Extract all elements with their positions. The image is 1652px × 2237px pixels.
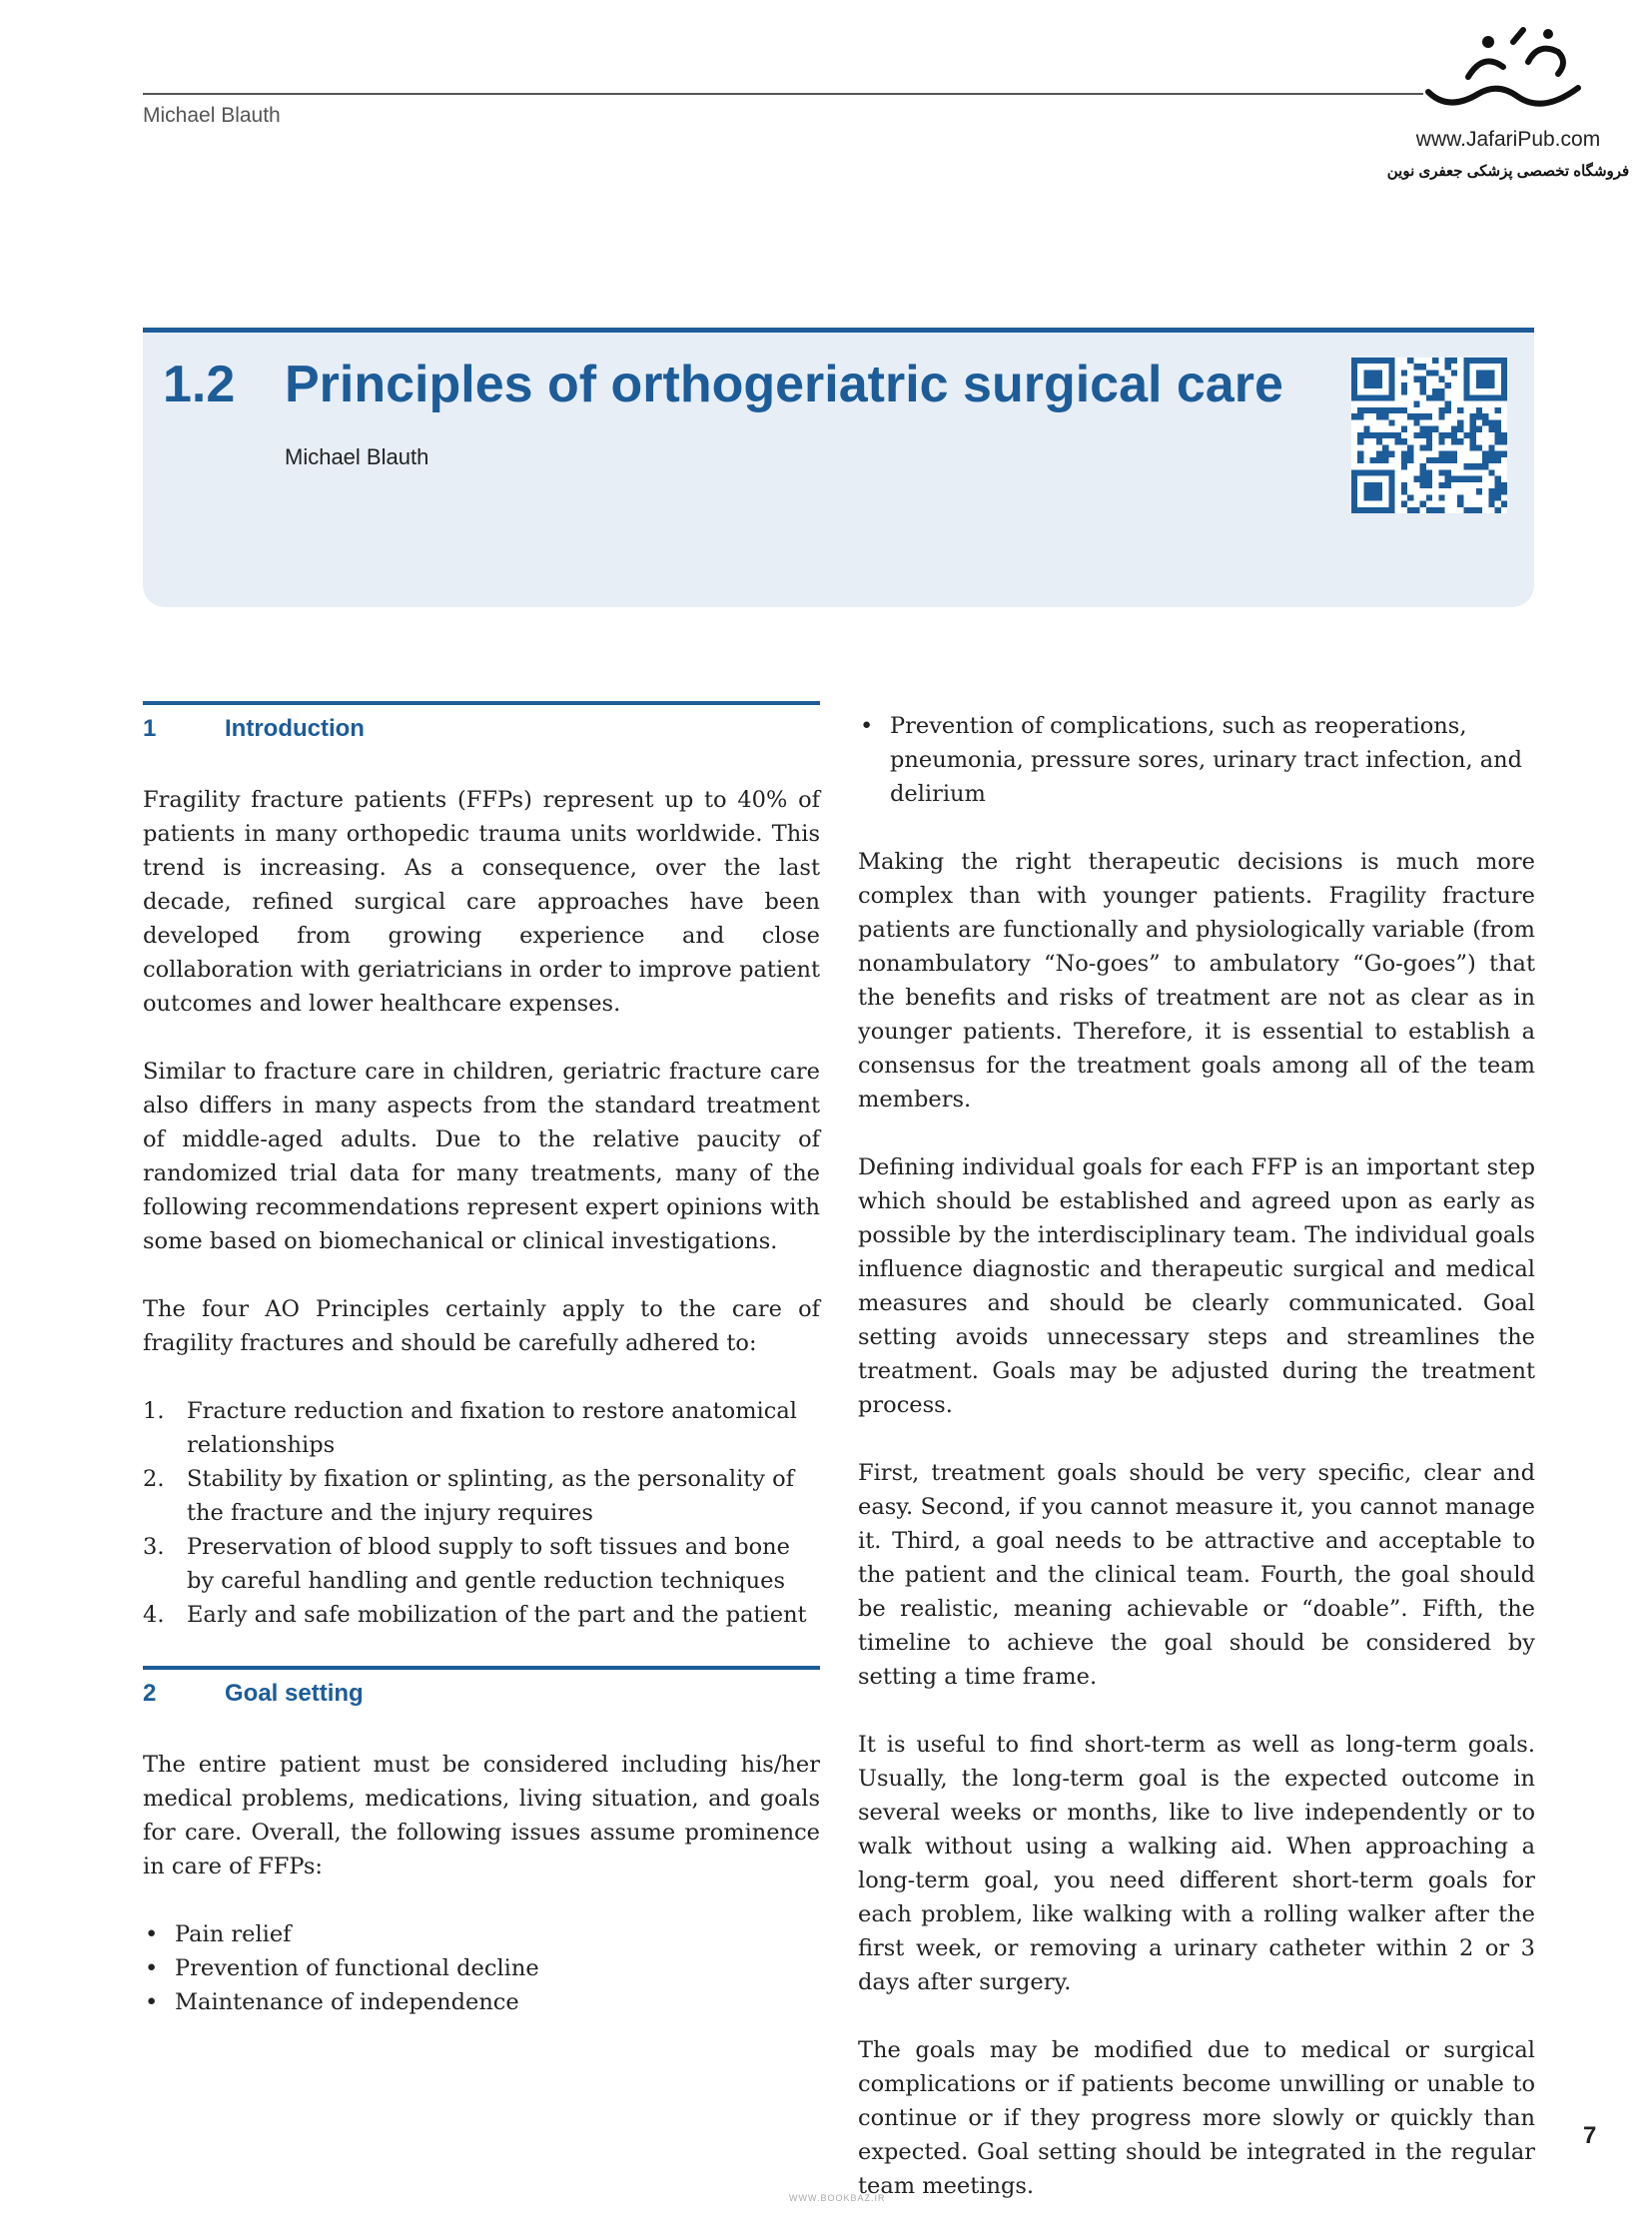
list-item-text: Preservation of blood supply to soft tissues and bone by careful handling and gentle reduction techniques [187,1534,790,1594]
list-item-text: Pain relief [175,1921,292,1947]
list-item-text: Prevention of functional decline [175,1955,539,1981]
page-number: 7 [1583,2122,1597,2149]
chapter-author: Michael Blauth [285,444,429,469]
paragraph: First, treatment goals should be very specific, clear and easy. Second, if you cannot measure it, you cannot manage it. Third, a goal needs to be attractive and acceptable to the patient and the clinical team. Fourth, the goal should be realistic, meaning achievable or “doable”. Fifth, the timeline to achieve the goal should be considered by setting a time frame. [858,1460,1535,1690]
running-head-author: Michael Blauth [143,104,281,127]
watermark-url: www.JafariPub.com [1415,128,1601,151]
list-item-text: Stability by fixation or splinting, as the personality of the fracture and the injury requires [187,1466,795,1526]
list-item-text: Maintenance of independence [175,1989,519,2015]
watermark [1383,22,1633,192]
list-item [143,1462,820,1530]
ao-principles-list [143,1394,820,1632]
section-heading-introduction [143,701,820,749]
paragraph: The goals may be modified due to medical or surgical complications or if patients become unwilling or unable to continue or if they progress more slowly or quickly than expected. Goal setting should be integrated in the regular team meetings. [858,2037,1535,2199]
list-item-text: Fracture reduction and fixation to restore anatomical relationships [187,1398,797,1458]
list-item [143,1951,820,1985]
bullet-icon: • [145,1921,159,1947]
paragraph: It is useful to find short-term as well as long-term goals. Usually, the long-term goal is the expected outcome in several weeks or months, like to live independently or to walk without using a walking aid. When approaching a long-term goal, you need different short-term goals for each problem, like walking with a rolling walker after the first week, or removing a urinary catheter within 2 or 3 days after surgery. [858,1732,1535,1995]
issues-list-continued [858,709,1535,811]
list-item [143,1917,820,1951]
section-title: Introduction [225,715,365,742]
paragraph: The four AO Principles certainly apply to the care of fragility fractures and should be carefully adhered to: [143,1296,820,1356]
list-item [143,1985,820,2019]
paragraph: Defining individual goals for each FFP is an important step which should be established and agreed upon as early as possible by the interdisciplinary team. The individual goals influence diagnostic and therapeutic surgical and medical measures and should be clearly communicated. Goal setting avoids unnecessary steps and streamlines the treatment. Goals may be adjusted during the treatment process. [858,1154,1535,1418]
qr-code-icon [1351,358,1507,513]
list-item-text: Early and safe mobilization of the part and the patient [187,1602,807,1628]
section-title: Goal setting [225,1680,364,1707]
list-item [858,709,1535,811]
issues-list [143,1917,820,2019]
chapter-number: 1.2 [163,356,236,413]
chapter-title: Principles of orthogeriatric surgical care [285,356,1283,413]
list-item [143,1598,820,1632]
footer-mark: WWW.BOOKBAZ.IR [789,2193,886,2203]
paragraph: Making the right therapeutic decisions is much more complex than with younger patients. Fragility fracture patients are functionally and physiologically variable (from nonambulatory “No-goes” to ambulatory “Go-goes”) that the benefits and risks of treatment are not as clear as in younger patients. Therefore, it is essential to establish a consensus for the treatment goals among all of the team members. [858,849,1535,1113]
list-item-text: Prevention of complications, such as reoperations, pneumonia, pressure sores, urinary tract infection, and delirium [890,713,1523,807]
watermark-tagline: فروشگاه تخصصی پزشکی جعفری نوین [1386,163,1630,180]
right-column [858,701,1535,2237]
bullet-icon: • [860,713,874,739]
list-marker: 4. [143,1602,165,1628]
paragraph: The entire patient must be considered including his/her medical problems, medications, living situation, and goals for care. Overall, the following issues assume prominence in care of FFPs: [143,1752,820,1879]
header-rule [143,93,1423,95]
jafaripub-logo-icon [1408,22,1608,122]
list-item [143,1394,820,1462]
bullet-icon: • [145,1989,159,2015]
section-number: 2 [143,1680,157,1707]
list-marker: 1. [143,1398,165,1424]
section-number: 1 [143,715,157,742]
left-column [143,701,820,2053]
list-item [143,1530,820,1598]
bullet-icon: • [145,1955,159,1981]
paragraph: Similar to fracture care in children, geriatric fracture care also differs in many aspects from the standard treatment of middle-aged adults. Due to the relative paucity of randomized trial data for many treatments, many of the following recommendations represent expert opinions with some based on biomechanical or clinical investigations. [143,1059,820,1254]
list-marker: 3. [143,1534,165,1560]
section-heading-goal-setting [143,1666,820,1714]
list-marker: 2. [143,1466,165,1492]
chapter-header-box [143,328,1534,607]
paragraph: Fragility fracture patients (FFPs) represent up to 40% of patients in many orthopedic trauma units worldwide. This trend is increasing. As a consequence, over the last decade, refined surgical care approaches have been developed from growing experience and close collaboration with geriatricians in order to improve patient outcomes and lower healthcare expenses. [143,787,820,1017]
